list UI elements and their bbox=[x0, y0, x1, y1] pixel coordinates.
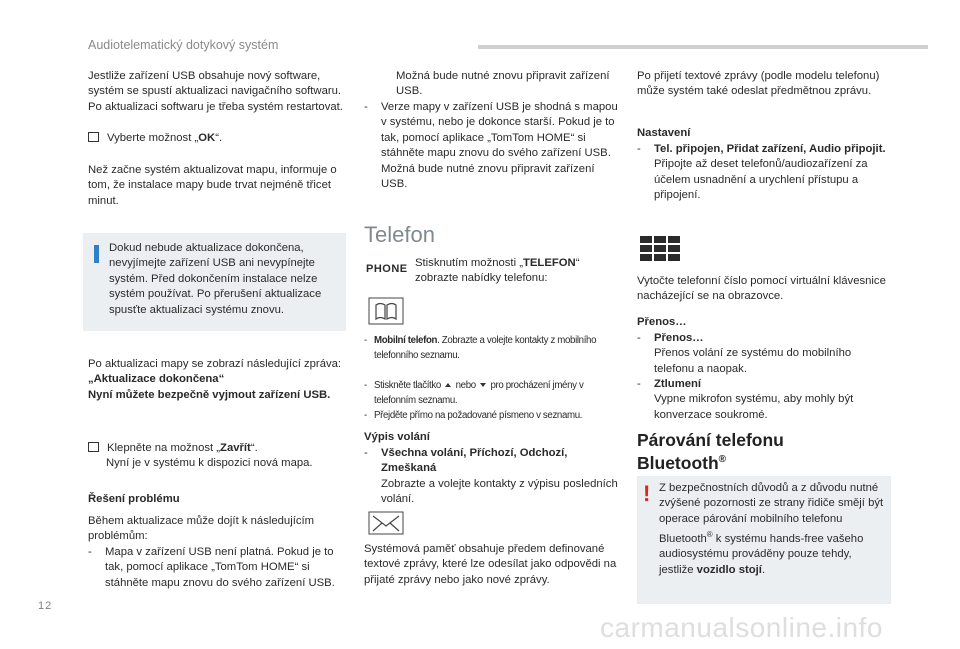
check-icon bbox=[88, 132, 99, 142]
col1-ok-instruction: Vyberte možnost „OK“. bbox=[88, 131, 343, 146]
arrow-down-icon bbox=[480, 383, 486, 387]
problem-item-1: - Mapa v zařízení USB není platná. Pokud je to tak, pomocí aplikace „TomTom HOME“ si stáhněte mapu znovu do svého zařízení USB. bbox=[88, 546, 335, 589]
transfer-heading: Přenos… bbox=[637, 316, 687, 328]
keypad-paragraph: Vytočte telefonní číslo pomocí virtuální klávesnice nacházející se na obrazovce. bbox=[637, 275, 886, 303]
col1-close-instruction: Klepněte na možnost „Zavřít“. Nyní je v systému k dispozici nová mapa. bbox=[88, 441, 343, 472]
keypad-icon bbox=[640, 236, 680, 267]
section-title-telefon: Telefon bbox=[364, 222, 435, 247]
page-number: 12 bbox=[38, 600, 53, 612]
col1-paragraph-1: Jestliže zařízení USB obsahuje nový software, systém se spustí aktualizaci navigačního softwaru. Po aktualizaci softwaru je třeba systém restartovat. bbox=[88, 70, 343, 113]
sms-paragraph: Systémová paměť obsahuje předem definované textové zprávy, které lze odesílat jako odpovědi na přijaté zprávy nebo jako nové zprávy. bbox=[364, 543, 617, 586]
watermark: carmanualsonline.info bbox=[600, 612, 883, 643]
mute-item: - Ztlumení Vypne mikrofon systému, aby mohly být konverzace soukromé. bbox=[637, 378, 854, 421]
col2-item-2: - Verze mapy v zařízení USB je shodná s mapou v systému, nebo je dokonce starší. Pokud je to tak, pomocí aplikace „TomTom HOME“ si stáhněte mapu znovu do svého zařízení USB. Možná bude nutné znovu připravit zařízení USB. bbox=[364, 101, 618, 191]
transfer-item: - Přenos… Přenos volání ze systému do mobilního telefonu a naopak. bbox=[637, 332, 852, 375]
message-envelope-icon bbox=[368, 511, 404, 540]
col2-paragraph-1: Možná bude nutné znovu připravit zařízení USB. bbox=[396, 70, 610, 98]
phone-button-icon: PHONE bbox=[366, 263, 408, 275]
phone-list-item-3: - Přejděte přímo na požadované písmeno v seznamu. bbox=[364, 410, 583, 421]
calls-heading: Výpis volání bbox=[364, 431, 430, 443]
phone-list-item-1: - Mobilní telefon. Zobrazte a volejte kontakty z mobilního telefonního seznamu. bbox=[364, 335, 597, 361]
col1-paragraph-4: Po aktualizaci mapy se zobrazí následující zpráva: „Aktualizace dokončena“ Nyní můžete bezpečně vyjmout zařízení USB. bbox=[88, 358, 342, 401]
warning-note-box bbox=[637, 476, 891, 604]
info-icon bbox=[94, 245, 99, 263]
warning-exclamation-icon: ! bbox=[643, 481, 651, 506]
col1-paragraph-3: Než začne systém aktualizovat mapu, informuje o tom, že instalace mapy bude trvat nejméně třicet minut. bbox=[88, 164, 337, 207]
pairing-heading: Párování telefonu Bluetooth® bbox=[637, 430, 784, 473]
problem-heading: Řešení problému bbox=[88, 493, 180, 505]
contacts-book-icon bbox=[368, 297, 404, 330]
info-note-box bbox=[83, 233, 346, 331]
col3-paragraph-1: Po přijetí textové zprávy (podle modelu telefonu) může systém také odeslat předmětnou zprávu. bbox=[637, 70, 880, 98]
header-divider bbox=[478, 45, 928, 49]
info-note-text: Dokud nebude aktualizace dokončena, nevyjímejte zařízení USB ani nevypínejte systém. Před dokončením instalace nelze systém používat. Po přerušení aktualizace spusťte aktualizaci systému znovu. bbox=[109, 242, 322, 316]
settings-heading: Nastavení bbox=[637, 127, 691, 139]
check-icon bbox=[88, 442, 99, 452]
phone-instruction: Stisknutím možnosti „TELEFON“ zobrazte nabídky telefonu: bbox=[415, 257, 580, 285]
phone-list-item-2: - Stiskněte tlačítko nebo pro procházení jmény v telefonním seznamu. bbox=[364, 380, 584, 406]
settings-item: - Tel. připojen, Přidat zařízení, Audio připojit. Připojte až deset telefonů/audiozařízení za účelem usnadnění a urychlení přístupu a připojení. bbox=[637, 143, 886, 202]
arrow-up-icon bbox=[445, 383, 451, 387]
calls-item: - Všechna volání, Příchozí, Odchozí, Zmeškaná Zobrazte a volejte kontakty z výpisu posledních volání. bbox=[364, 447, 618, 506]
header-title: Audiotelematický dotykový systém bbox=[88, 38, 279, 52]
problem-intro: Během aktualizace může dojít k následujícím problémům: bbox=[88, 515, 315, 543]
warning-note-text: Z bezpečnostních důvodů a z důvodu nutné zvýšené pozornosti ze strany řidiče smějí být operace párování mobilního telefonu Bluetooth® k systému hands-free vašeho audiosystému prováděny pouze tehdy, jestliže vozidlo stojí. bbox=[659, 482, 884, 576]
